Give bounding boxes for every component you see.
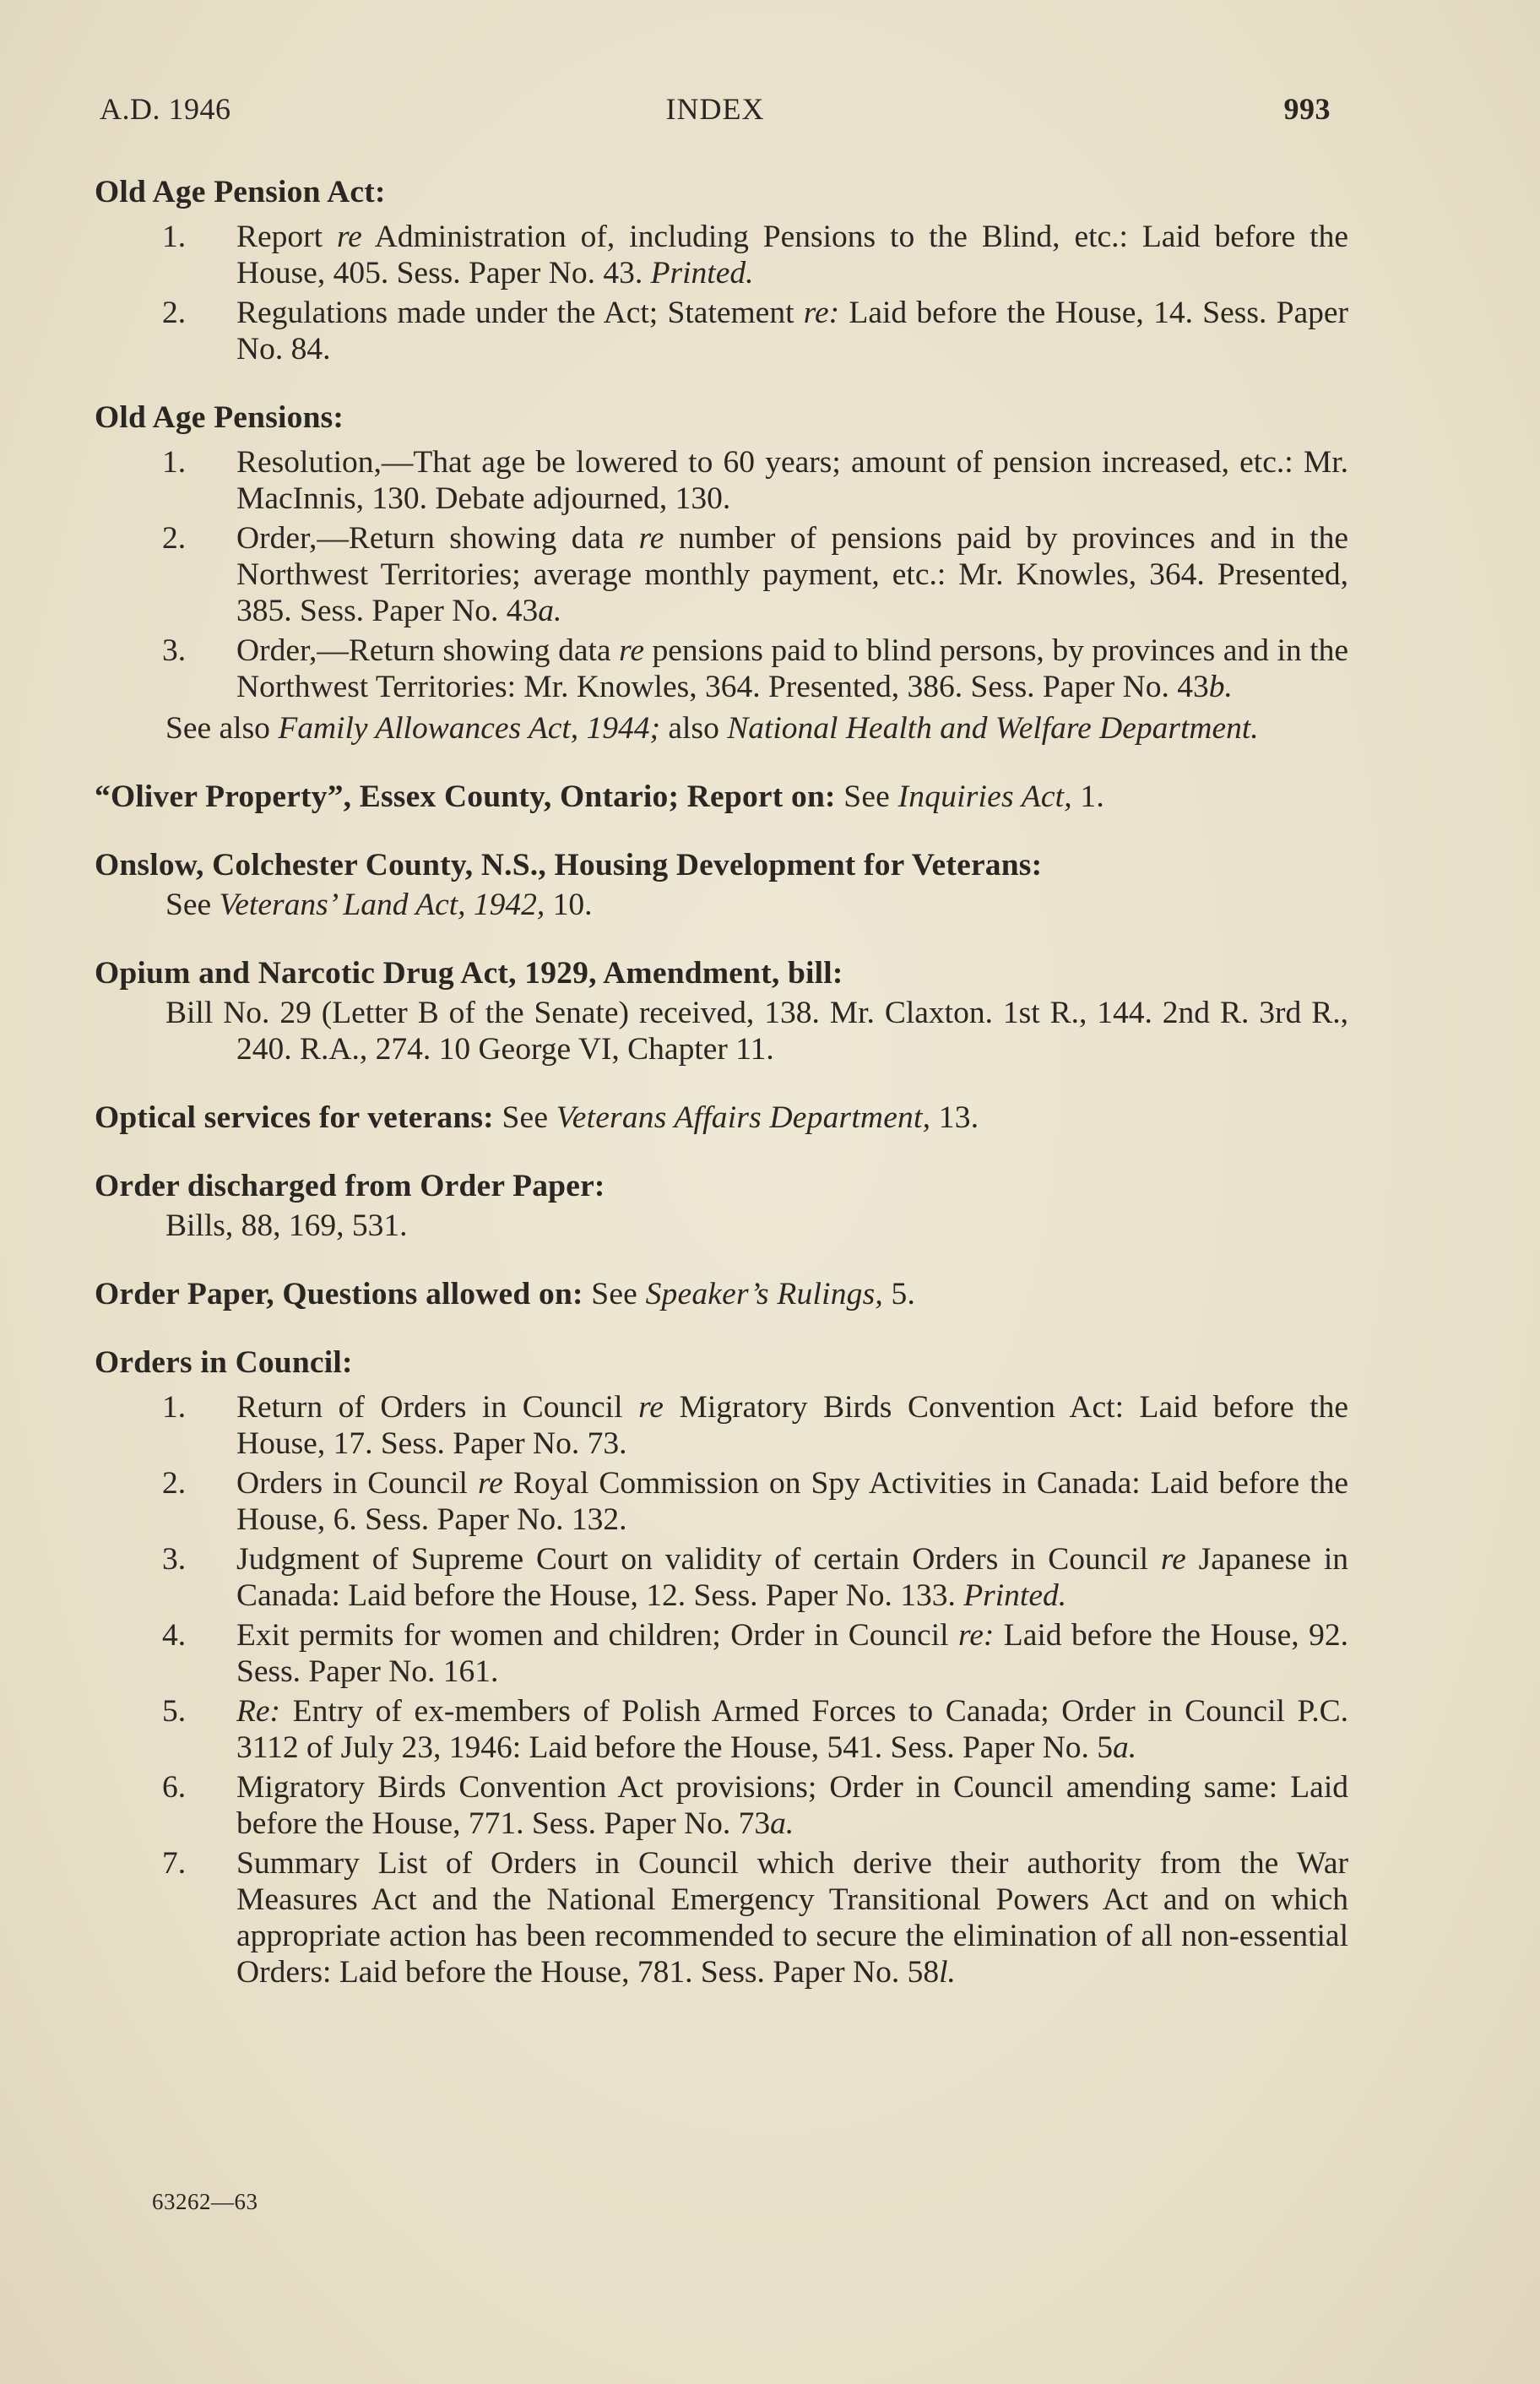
- see-page: 5.: [882, 1277, 916, 1311]
- item-italic: Printed.: [963, 1578, 1067, 1613]
- entry-items: [95, 219, 1348, 367]
- item-italic: Printed.: [650, 256, 754, 291]
- entry-item: [95, 633, 1348, 705]
- item-italic: Re:: [236, 1694, 281, 1729]
- index-entry: [95, 1276, 1348, 1312]
- item-text: Migratory Birds Convention Act: Laid before the House, 17. Sess. Paper No. 73.: [236, 1390, 1348, 1461]
- index-entry: [95, 174, 1348, 367]
- item-text: Laid before the House, 14. Sess. Paper No. 84.: [236, 296, 1348, 367]
- item-text: number of pensions paid by provinces and in the Northwest Territories; average monthly payment, etc.: Mr. Knowles, 364. Presented, 385. Sess. Paper No. 43: [236, 521, 1348, 628]
- entry-heading: Onslow, Colchester County, N.S., Housing Development for Veterans:: [95, 848, 1043, 882]
- running-head: [100, 91, 1331, 133]
- item-text: pensions paid to blind persons, by provinces and in the Northwest Territories: Mr. Knowles, 364. Presented, 386. Sess. Paper No. 43: [236, 633, 1348, 704]
- entry-heading: [95, 1276, 1348, 1312]
- item-italic: l.: [939, 1955, 956, 1990]
- item-text: Summary List of Orders in Council which derive their authority from the War Measures Act and the National Emergency Transitional Powers Act and on which appropriate action has been recommended to secure the elimination of all non-essential Orders: Laid before the House, 781. Sess. Paper No. 58: [236, 1846, 1348, 1990]
- entry-body: [95, 887, 1348, 923]
- item-text: Exit permits for women and children; Order in Council: [236, 1618, 958, 1653]
- item-italic: re:: [803, 296, 840, 330]
- item-italic: re: [638, 1390, 664, 1425]
- item-italic: re: [336, 220, 362, 254]
- see-also: [95, 710, 1348, 747]
- see-text: See: [583, 1277, 646, 1311]
- see-text: See: [493, 1100, 556, 1135]
- entry-item: [95, 1617, 1348, 1690]
- see-page: 10.: [545, 888, 593, 922]
- entry-item: [95, 1389, 1348, 1462]
- entry-item: [95, 444, 1348, 517]
- item-text: Report: [236, 220, 337, 254]
- item-number: 1.: [162, 1390, 187, 1425]
- index-entry: [95, 955, 1348, 1067]
- index-entry: [95, 1168, 1348, 1244]
- item-text: Resolution,—That age be lowered to 60 years; amount of pension increased, etc.: Mr. MacInnis, 130. Debate adjourned, 130.: [236, 445, 1348, 516]
- item-number: 6.: [162, 1770, 187, 1805]
- entry-item: [95, 1693, 1348, 1766]
- entry-heading: [95, 1100, 1348, 1136]
- item-text: Order,—Return showing data: [236, 521, 639, 556]
- item-text: Order,—Return showing data: [236, 633, 620, 668]
- entry-item: [95, 295, 1348, 367]
- entry-items: [95, 1389, 1348, 1990]
- entry-item: [95, 1541, 1348, 1614]
- entry-item: [95, 1845, 1348, 1990]
- entry-heading: Orders in Council:: [95, 1345, 353, 1380]
- header-year: A.D. 1946: [100, 92, 231, 126]
- item-italic: re:: [958, 1618, 995, 1653]
- see-page: 1.: [1071, 779, 1104, 814]
- item-italic: re: [1160, 1542, 1186, 1577]
- see-also-ref: National Health and Welfare Department.: [727, 711, 1259, 746]
- index-entry: [95, 847, 1348, 923]
- entry-heading: Order discharged from Order Paper:: [95, 1169, 605, 1203]
- see-ref: Speaker’s Rulings,: [645, 1277, 883, 1311]
- entry-item: [95, 1769, 1348, 1842]
- item-number: 4.: [162, 1618, 187, 1653]
- item-italic: re: [477, 1466, 503, 1501]
- entry-item: [95, 520, 1348, 629]
- item-italic: re: [638, 521, 664, 556]
- item-number: 1.: [162, 220, 187, 254]
- item-number: 2.: [162, 521, 187, 556]
- item-italic: a.: [538, 594, 562, 628]
- footer-code: 63262—63: [152, 2189, 258, 2214]
- heading-text: Optical services for veterans:: [95, 1100, 494, 1135]
- entry-item: [95, 1465, 1348, 1538]
- index-entry: [95, 1344, 1348, 1990]
- index-entry: [95, 399, 1348, 747]
- item-number: 3.: [162, 633, 187, 668]
- heading-text: Order Paper, Questions allowed on:: [95, 1277, 583, 1311]
- item-text: Migratory Birds Convention Act provisions; Order in Council amending same: Laid before the House, 771. Sess. Paper No. 73: [236, 1770, 1348, 1841]
- item-italic: re: [619, 633, 644, 668]
- item-number: 7.: [162, 1846, 187, 1881]
- item-text: Judgment of Supreme Court on validity of certain Orders in Council: [236, 1542, 1161, 1577]
- item-italic: a.: [770, 1806, 794, 1841]
- index-content: [95, 174, 1348, 2023]
- item-text: Royal Commission on Spy Activities in Canada: Laid before the House, 6. Sess. Paper No. 132.: [236, 1466, 1348, 1537]
- entry-heading: Opium and Narcotic Drug Act, 1929, Amendment, bill:: [95, 956, 843, 991]
- item-text: Entry of ex-members of Polish Armed Forces to Canada; Order in Council P.C. 3112 of July 23, 1946: Laid before the House, 541. Sess. Paper No. 5: [236, 1694, 1348, 1765]
- page-number: 993: [1283, 92, 1331, 126]
- item-text: Orders in Council: [236, 1466, 478, 1501]
- entry-heading: [95, 779, 1348, 815]
- entry-body: Bills, 88, 169, 531.: [165, 1208, 408, 1243]
- see-page: 13.: [930, 1100, 979, 1135]
- item-text: Administration of, including Pensions to the Blind, etc.: Laid before the House, 405. Sess. Paper No. 43.: [236, 220, 1348, 291]
- see-also-ref: Family Allowances Act, 1944;: [278, 711, 661, 746]
- item-text: Regulations made under the Act; Statement: [236, 296, 804, 330]
- entry-heading: Old Age Pension Act:: [95, 175, 386, 209]
- item-text: Return of Orders in Council: [236, 1390, 639, 1425]
- item-number: 2.: [162, 296, 187, 330]
- index-entry: [95, 779, 1348, 815]
- entry-items: [95, 444, 1348, 705]
- index-entry: [95, 1100, 1348, 1136]
- entry-heading: Old Age Pensions:: [95, 400, 344, 435]
- item-text: Laid before the House, 92. Sess. Paper No. 161.: [236, 1618, 1348, 1689]
- item-italic: a.: [1113, 1730, 1137, 1765]
- item-text: Japanese in Canada: Laid before the House, 12. Sess. Paper No. 133.: [236, 1542, 1348, 1613]
- item-number: 2.: [162, 1466, 187, 1501]
- see-text: See: [165, 888, 220, 922]
- header-title: INDEX: [665, 92, 765, 126]
- entry-item: [95, 219, 1348, 291]
- see-ref: Veterans’ Land Act, 1942,: [219, 888, 545, 922]
- see-also-text: See also: [165, 711, 279, 746]
- entry-body: Bill No. 29 (Letter B of the Senate) received, 138. Mr. Claxton. 1st R., 144. 2nd R. 3rd R., 240. R.A., 274. 10 George VI, Chapter 11.: [165, 996, 1348, 1067]
- see-text: See: [835, 779, 898, 814]
- item-number: 3.: [162, 1542, 187, 1577]
- item-number: 1.: [162, 445, 187, 480]
- see-ref: Inquiries Act,: [897, 779, 1072, 814]
- see-ref: Veterans Affairs Department,: [556, 1100, 931, 1135]
- see-also-text: also: [660, 711, 728, 746]
- item-number: 5.: [162, 1694, 187, 1729]
- item-italic: b.: [1208, 670, 1233, 704]
- heading-text: “Oliver Property”, Essex County, Ontario; Report on:: [95, 779, 836, 814]
